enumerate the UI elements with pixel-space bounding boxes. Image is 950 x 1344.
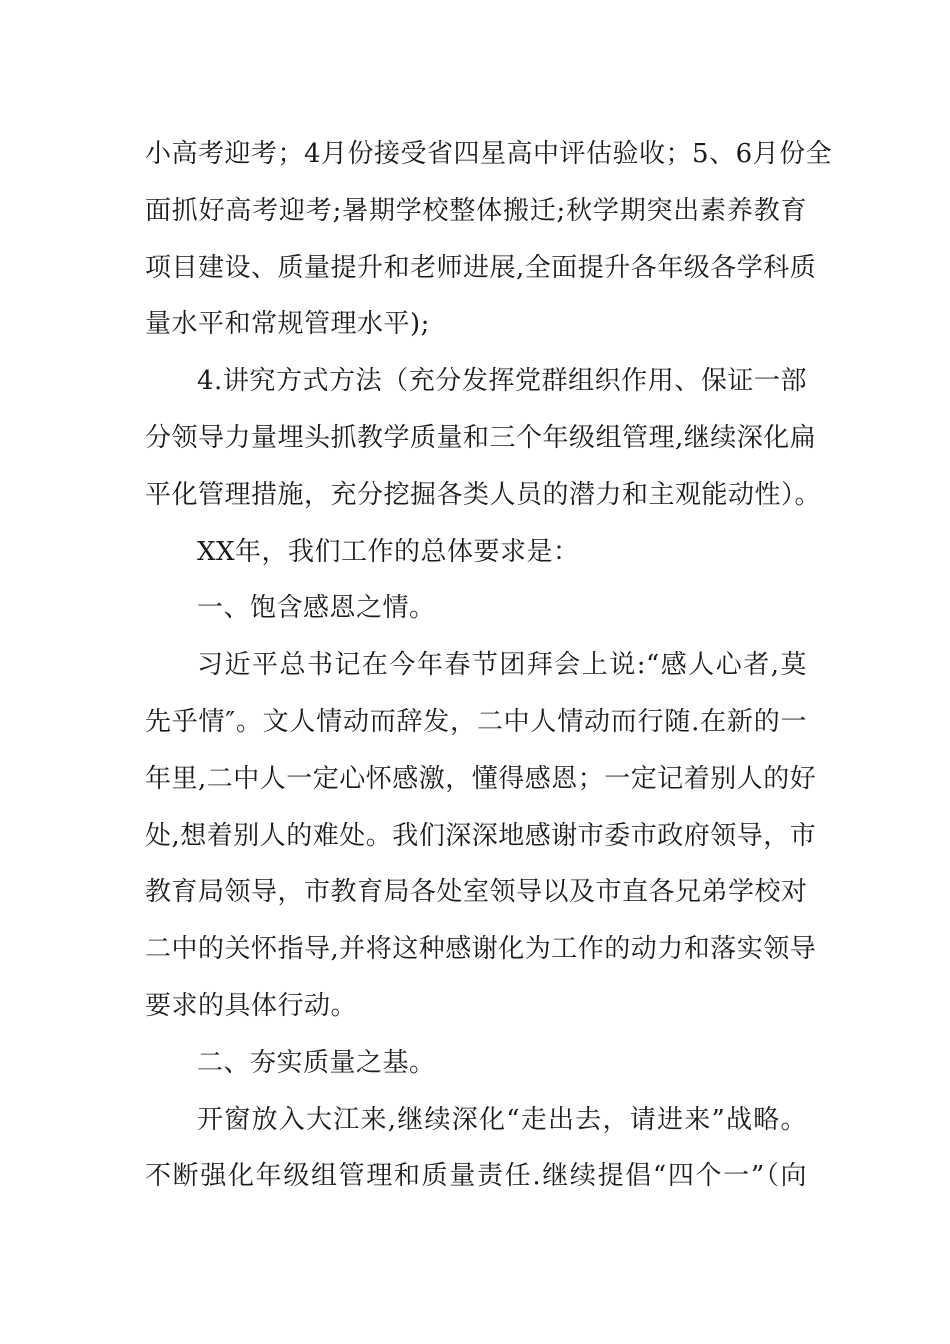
text-line: 要求的具体行动。 xyxy=(145,990,358,1021)
text-line: 处,想着别人的难处。我们深深地感谢市委市政府领导，市 xyxy=(145,820,817,851)
text-line: 教育局领导，市教育局各处室领导以及市直各兄弟学校对 xyxy=(145,877,808,908)
text-line: 分领导力量埋头抓教学质量和三个年级组管理,继续深化扁 xyxy=(145,422,817,453)
text-line: 小高考迎考；4月份接受省四星高中评估验收；5、6月份全 xyxy=(145,139,833,169)
text-line: 习近平总书记在今年春节团拜会上说:“感人心者,莫 xyxy=(197,650,807,681)
text-line: 面抓好高考迎考;暑期学校整体搬迁;秋学期突出素养教育 xyxy=(145,195,807,226)
text-line: 不断强化年级组管理和质量责任.继续提倡“四个一”（向 xyxy=(145,1161,807,1192)
text-line: 先乎情″。文人情动而辞发，二中人情动而行随.在新的一 xyxy=(145,706,807,737)
text-line: XX年，我们工作的总体要求是： xyxy=(197,536,580,567)
section-heading: 一、饱含感恩之情。 xyxy=(197,593,436,624)
document-body xyxy=(145,126,833,1205)
text-line: 开窗放入大江来,继续深化“走出去，请进来”战略。 xyxy=(197,1104,807,1135)
text-line: 年里,二中人一定心怀感激，懂得感恩；一定记着别人的好 xyxy=(145,763,817,794)
text-line: 平化管理措施，充分挖掘各类人员的潜力和主观能动性）。 xyxy=(145,479,822,510)
text-line: 4.讲究方式方法（充分发挥党群组织作用、保证一部 xyxy=(197,366,807,397)
text-line: 项目建设、质量提升和老师进展,全面提升各年级各学科质 xyxy=(145,252,817,283)
section-heading: 二、夯实质量之基。 xyxy=(197,1047,436,1078)
text-line: 二中的关怀指导,并将这种感谢化为工作的动力和落实领导 xyxy=(145,934,817,965)
text-line: 量水平和常规管理水平); xyxy=(145,309,430,340)
